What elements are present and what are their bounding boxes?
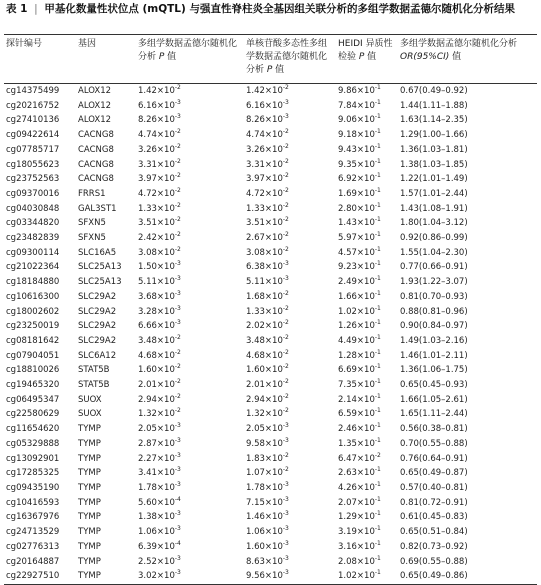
cell-gene: TYMP <box>76 569 136 584</box>
cell-snp-smr-p: $4.72\times 10^{-2}$ <box>246 187 289 199</box>
cell-or-ci: 0.67(0.49–0.92) <box>400 86 468 96</box>
cell-snp-smr-p: $1.06\times 10^{-3}$ <box>246 525 289 538</box>
cell-gene: TYMP <box>78 556 101 567</box>
cell-heidi-p: $1.69\times 10^{-1}$ <box>338 187 381 199</box>
cell-gene: GAL3ST1 <box>78 203 117 214</box>
cell-smr-p: $2.94\times 10^{-2}$ <box>138 392 181 405</box>
cell-probe-id: cg21022364 <box>6 262 60 273</box>
cell-probe-id: cg09300114 <box>6 247 60 258</box>
column-header-probe: 探针编号 <box>4 35 76 84</box>
cell-or-ci: 0.69(0.55–0.88) <box>400 556 468 567</box>
table-header-row <box>4 35 537 84</box>
table-row <box>4 437 537 452</box>
column-header-or-ci: 多组学数据孟德尔随机化分析 OR(95%CI) 值 <box>398 35 537 84</box>
table-caption <box>6 2 536 17</box>
cell-heidi-p: $6.47\times 10^{-2}$ <box>338 451 381 464</box>
cell-gene: TYMP <box>78 527 101 538</box>
cell-snp-smr-p: $7.15\times 10^{-3}$ <box>246 495 289 508</box>
table-row <box>4 569 537 584</box>
cell-gene: CACNG8 <box>78 130 114 141</box>
table-row <box>4 99 537 114</box>
cell-or-ci: 0.92(0.86–0.99) <box>400 233 468 244</box>
caption-text: 甲基化数量性状位点 (mQTL) 与强直性脊柱炎全基因组关联分析的多组学数据孟德尔随机化分析结果 <box>44 3 515 15</box>
cell-or-ci: 1.63(1.14–2.35) <box>400 115 468 126</box>
cell-probe-id: cg23250019 <box>6 321 60 332</box>
cell-or-ci: 1.38(1.03–1.85) <box>400 159 468 170</box>
cell-gene: SLC29A2 <box>78 291 117 302</box>
cell-gene: STAT5B <box>78 365 110 376</box>
cell-heidi-p: $1.43\times 10^{-1}$ <box>338 216 381 229</box>
cell-smr-p: $3.02\times 10^{-3}$ <box>136 569 244 584</box>
cell-snp-smr-p: $1.68\times 10^{-2}$ <box>246 290 289 302</box>
table-row <box>4 246 537 261</box>
table-row <box>4 172 537 187</box>
cell-heidi-p: $9.86\times 10^{-1}$ <box>338 84 381 96</box>
cell-snp-smr-p: $1.83\times 10^{-2}$ <box>246 451 289 464</box>
cell-gene: TYMP <box>78 438 101 449</box>
cell-heidi-p: $4.26\times 10^{-1}$ <box>338 481 381 493</box>
cell-snp-smr-p: $1.33\times 10^{-2}$ <box>246 201 289 214</box>
cell-probe-id: cg08181642 <box>6 335 60 346</box>
cell-snp-smr-p: $1.60\times 10^{-2}$ <box>246 363 289 376</box>
column-header-snp-smr-p: 单核苷酸多态性多组学数据孟德尔随机化分析 P 值 <box>244 35 336 84</box>
cell-smr-p: $2.05\times 10^{-3}$ <box>138 422 181 435</box>
cell-heidi-p: $7.35\times 10^{-1}$ <box>338 378 381 391</box>
cell-gene: SFXN5 <box>78 233 106 244</box>
cell-heidi-p: $3.19\times 10^{-1}$ <box>338 525 381 538</box>
cell-or-ci: 0.57(0.40–0.81) <box>400 482 468 493</box>
cell-heidi-p: $7.84\times 10^{-1}$ <box>338 98 381 111</box>
cell-or-ci: 1.93(1.22–3.07) <box>400 277 468 288</box>
cell-heidi-p: $9.43\times 10^{-1}$ <box>338 142 381 155</box>
cell-snp-smr-p: $2.05\times 10^{-3}$ <box>246 422 289 435</box>
cell-snp-smr-p: $3.08\times 10^{-2}$ <box>246 245 289 258</box>
cell-probe-id: cg07904051 <box>6 350 60 361</box>
cell-gene: CACNG8 <box>78 159 114 170</box>
table-row <box>4 452 537 467</box>
cell-smr-p: $3.31\times 10^{-2}$ <box>138 157 181 170</box>
cell-gene: SLC29A2 <box>78 306 117 317</box>
table-row <box>4 113 537 128</box>
cell-probe-id: cg20216752 <box>6 100 60 111</box>
table-row <box>4 540 537 555</box>
cell-or-ci: 0.82(0.73–0.92) <box>400 541 468 552</box>
cell-probe-id: cg03344820 <box>6 218 60 229</box>
cell-snp-smr-p: $9.56\times 10^{-3}$ <box>244 569 336 584</box>
cell-snp-smr-p: $1.07\times 10^{-2}$ <box>246 466 289 479</box>
cell-smr-p: $6.39\times 10^{-4}$ <box>138 539 181 552</box>
cell-gene: TYMP <box>78 497 101 508</box>
cell-probe-id: cg16367976 <box>6 512 60 523</box>
cell-snp-smr-p: $3.51\times 10^{-2}$ <box>246 216 289 229</box>
cell-probe-id: cg09435190 <box>6 482 60 493</box>
cell-smr-p: $1.42\times 10^{-2}$ <box>138 84 181 96</box>
cell-smr-p: $4.74\times 10^{-2}$ <box>138 128 181 141</box>
cell-gene: TYMP <box>78 468 101 479</box>
cell-or-ci: 0.77(0.66–0.91) <box>400 262 468 273</box>
cell-gene: SUOX <box>78 409 102 420</box>
cell-heidi-p: $2.08\times 10^{-1}$ <box>338 554 381 567</box>
cell-probe-id: cg22580629 <box>6 409 60 420</box>
cell-or-ci: 1.43(1.08–1.91) <box>400 203 468 214</box>
cell-or-ci: 1.55(1.04–2.30) <box>400 247 468 258</box>
cell-probe-id: cg06495347 <box>6 394 60 405</box>
table-row <box>4 216 537 231</box>
table-row <box>4 555 537 570</box>
cell-probe-id: cg02776313 <box>6 541 60 552</box>
cell-smr-p: $1.38\times 10^{-3}$ <box>138 510 181 523</box>
cell-snp-smr-p: $2.01\times 10^{-2}$ <box>246 378 289 391</box>
cell-snp-smr-p: $3.97\times 10^{-2}$ <box>246 172 289 185</box>
cell-probe-id: cg18810026 <box>6 365 60 376</box>
cell-or-ci: 0.70(0.55–0.88) <box>400 438 468 449</box>
cell-gene: TYMP <box>78 512 101 523</box>
cell-probe-id: cg23752563 <box>6 174 60 185</box>
cell-gene: STAT5B <box>78 380 110 391</box>
cell-probe-id: cg23482839 <box>6 233 60 244</box>
cell-smr-p: $1.33\times 10^{-2}$ <box>138 201 181 214</box>
cell-or-ci: 0.65(0.49–0.86) <box>398 569 537 584</box>
cell-snp-smr-p: $1.42\times 10^{-2}$ <box>246 84 289 96</box>
table-row <box>4 422 537 437</box>
cell-heidi-p: $9.23\times 10^{-1}$ <box>338 260 381 273</box>
cell-smr-p: $6.16\times 10^{-3}$ <box>138 98 181 111</box>
cell-or-ci: 0.76(0.64–0.91) <box>400 453 468 464</box>
cell-snp-smr-p: $8.63\times 10^{-3}$ <box>246 554 289 567</box>
cell-smr-p: $1.78\times 10^{-3}$ <box>138 481 181 493</box>
cell-heidi-p: $1.02\times 10^{-1}$ <box>336 569 398 584</box>
cell-or-ci: 0.65(0.49–0.87) <box>400 468 468 479</box>
cell-heidi-p: $9.06\times 10^{-1}$ <box>338 113 381 126</box>
cell-smr-p: $3.68\times 10^{-3}$ <box>138 290 181 302</box>
cell-probe-id: cg18002602 <box>6 306 60 317</box>
cell-or-ci: 1.36(1.06–1.75) <box>400 365 468 376</box>
cell-smr-p: $4.68\times 10^{-2}$ <box>138 348 181 361</box>
cell-snp-smr-p: $3.31\times 10^{-2}$ <box>246 157 289 170</box>
table-row <box>4 84 537 99</box>
cell-heidi-p: $1.35\times 10^{-1}$ <box>338 437 381 449</box>
cell-smr-p: $3.26\times 10^{-2}$ <box>138 142 181 155</box>
cell-heidi-p: $6.92\times 10^{-1}$ <box>338 172 381 185</box>
table-label: 表 1 <box>6 3 28 15</box>
table-row <box>4 496 537 511</box>
table-row <box>4 407 537 422</box>
cell-heidi-p: $4.49\times 10^{-1}$ <box>338 334 381 346</box>
table-row <box>4 187 537 202</box>
cell-smr-p: $5.11\times 10^{-3}$ <box>138 275 181 288</box>
cell-or-ci: 1.57(1.01–2.44) <box>400 188 468 199</box>
cell-smr-p: $3.41\times 10^{-3}$ <box>138 466 181 479</box>
table-row <box>4 305 537 320</box>
column-header-heidi-p: HEIDI 异质性检验 P 值 <box>336 35 398 84</box>
cell-probe-id: cg22927510 <box>4 569 76 584</box>
cell-gene: SLC29A2 <box>78 321 117 332</box>
table-row <box>4 334 537 349</box>
cell-smr-p: $8.26\times 10^{-3}$ <box>138 113 181 126</box>
cell-heidi-p: $1.28\times 10^{-1}$ <box>338 348 381 361</box>
table-row <box>4 393 537 408</box>
cell-snp-smr-p: $8.26\times 10^{-3}$ <box>246 113 289 126</box>
table-row <box>4 349 537 364</box>
table-row <box>4 319 537 334</box>
table-row <box>4 143 537 158</box>
cell-snp-smr-p: $3.48\times 10^{-2}$ <box>246 334 289 346</box>
cell-snp-smr-p: $1.78\times 10^{-3}$ <box>246 481 289 493</box>
cell-or-ci: 1.80(1.04–3.12) <box>400 218 468 229</box>
cell-probe-id: cg05329888 <box>6 438 60 449</box>
cell-or-ci: 1.66(1.05–2.61) <box>400 394 468 405</box>
cell-heidi-p: $1.29\times 10^{-1}$ <box>338 510 381 523</box>
cell-heidi-p: $9.35\times 10^{-1}$ <box>338 157 381 170</box>
cell-heidi-p: $4.57\times 10^{-1}$ <box>338 245 381 258</box>
table-row <box>4 202 537 217</box>
cell-gene: SLC29A2 <box>78 335 117 346</box>
cell-snp-smr-p: $2.94\times 10^{-2}$ <box>246 392 289 405</box>
cell-or-ci: 0.81(0.72–0.91) <box>400 497 468 508</box>
cell-gene: ALOX12 <box>78 86 112 96</box>
cell-heidi-p: $6.59\times 10^{-1}$ <box>338 407 381 420</box>
table-row <box>4 481 537 496</box>
cell-smr-p: $2.42\times 10^{-2}$ <box>138 231 181 244</box>
cell-smr-p: $3.28\times 10^{-3}$ <box>138 304 181 317</box>
cell-smr-p: $3.97\times 10^{-2}$ <box>138 172 181 185</box>
cell-or-ci: 0.65(0.45–0.93) <box>400 380 468 391</box>
cell-or-ci: 0.90(0.84–0.97) <box>400 321 468 332</box>
cell-heidi-p: $3.16\times 10^{-1}$ <box>338 539 381 552</box>
cell-smr-p: $4.72\times 10^{-2}$ <box>138 187 181 199</box>
cell-gene: ALOX12 <box>78 100 112 111</box>
cell-gene: SLC25A13 <box>78 262 122 273</box>
cell-probe-id: cg27410136 <box>6 115 60 126</box>
cell-heidi-p: $1.26\times 10^{-1}$ <box>338 319 381 332</box>
cell-gene: CACNG8 <box>78 174 114 185</box>
table-row <box>4 466 537 481</box>
cell-smr-p: $3.51\times 10^{-2}$ <box>138 216 181 229</box>
cell-gene: TYMP <box>78 482 101 493</box>
column-header-gene: 基因 <box>76 35 136 84</box>
cell-snp-smr-p: $3.26\times 10^{-2}$ <box>246 142 289 155</box>
cell-smr-p: $3.08\times 10^{-2}$ <box>138 245 181 258</box>
cell-probe-id: cg14375499 <box>6 86 60 96</box>
cell-smr-p: $1.50\times 10^{-3}$ <box>138 260 181 273</box>
cell-probe-id: cg20164887 <box>6 556 60 567</box>
cell-smr-p: $3.48\times 10^{-2}$ <box>138 334 181 346</box>
cell-probe-id: cg18184880 <box>6 277 60 288</box>
cell-or-ci: 1.46(1.01–2.11) <box>400 350 468 361</box>
cell-snp-smr-p: $4.74\times 10^{-2}$ <box>246 128 289 141</box>
cell-gene: TYMP <box>78 453 101 464</box>
cell-gene: ALOX12 <box>78 115 112 126</box>
cell-snp-smr-p: $9.58\times 10^{-3}$ <box>246 437 289 449</box>
table-row <box>4 363 537 378</box>
cell-heidi-p: $2.63\times 10^{-1}$ <box>338 466 381 479</box>
table-row <box>4 128 537 143</box>
cell-heidi-p: $1.66\times 10^{-1}$ <box>338 290 381 302</box>
cell-snp-smr-p: $6.38\times 10^{-3}$ <box>246 260 289 273</box>
cell-heidi-p: $2.07\times 10^{-1}$ <box>338 495 381 508</box>
cell-probe-id: cg11654620 <box>6 424 60 435</box>
cell-probe-id: cg19465320 <box>6 380 60 391</box>
cell-gene: TYMP <box>78 424 101 435</box>
cell-smr-p: $2.27\times 10^{-3}$ <box>138 451 181 464</box>
results-table <box>4 34 537 585</box>
cell-gene: TYMP <box>78 541 101 552</box>
cell-or-ci: 1.29(1.00–1.66) <box>400 130 468 141</box>
caption-separator: | <box>34 3 38 15</box>
cell-smr-p: $2.01\times 10^{-2}$ <box>138 378 181 391</box>
cell-or-ci: 0.56(0.38–0.81) <box>400 424 468 435</box>
cell-probe-id: cg10616300 <box>6 291 60 302</box>
cell-snp-smr-p: $1.33\times 10^{-2}$ <box>246 304 289 317</box>
cell-gene: SLC16A5 <box>78 247 117 258</box>
column-header-smr-p: 多组学数据孟德尔随机化分析 P 值 <box>136 35 244 84</box>
table-row <box>4 378 537 393</box>
table-row <box>4 275 537 290</box>
cell-gene: SFXN5 <box>78 218 106 229</box>
table-body <box>4 84 537 585</box>
cell-probe-id: cg09370016 <box>6 188 60 199</box>
cell-heidi-p: $9.18\times 10^{-1}$ <box>338 128 381 141</box>
cell-or-ci: 1.65(1.11–2.44) <box>400 409 468 420</box>
cell-smr-p: $2.52\times 10^{-3}$ <box>138 554 181 567</box>
cell-or-ci: 0.88(0.81–0.96) <box>400 306 468 317</box>
cell-or-ci: 1.44(1.11–1.88) <box>400 100 468 111</box>
cell-snp-smr-p: $1.46\times 10^{-3}$ <box>246 510 289 523</box>
cell-snp-smr-p: $4.68\times 10^{-2}$ <box>246 348 289 361</box>
cell-probe-id: cg10416593 <box>6 497 60 508</box>
cell-or-ci: 1.36(1.03–1.81) <box>400 144 468 155</box>
cell-heidi-p: $2.46\times 10^{-1}$ <box>338 422 381 435</box>
cell-gene: SLC6A12 <box>78 350 117 361</box>
cell-probe-id: cg17285325 <box>6 468 60 479</box>
table-row <box>4 231 537 246</box>
table-row <box>4 290 537 305</box>
cell-smr-p: $1.60\times 10^{-2}$ <box>138 363 181 376</box>
cell-heidi-p: $2.80\times 10^{-1}$ <box>338 201 381 214</box>
cell-probe-id: cg24713529 <box>6 527 60 538</box>
cell-snp-smr-p: $2.02\times 10^{-2}$ <box>246 319 289 332</box>
table-row <box>4 260 537 275</box>
cell-heidi-p: $2.14\times 10^{-1}$ <box>338 392 381 405</box>
cell-or-ci: 0.61(0.45–0.83) <box>400 512 468 523</box>
cell-heidi-p: $2.49\times 10^{-1}$ <box>338 275 381 288</box>
cell-snp-smr-p: $6.16\times 10^{-3}$ <box>246 98 289 111</box>
cell-probe-id: cg13092901 <box>6 453 60 464</box>
cell-or-ci: 1.49(1.03–2.16) <box>400 335 468 346</box>
cell-smr-p: $5.60\times 10^{-4}$ <box>138 495 181 508</box>
cell-snp-smr-p: $5.11\times 10^{-3}$ <box>246 275 289 288</box>
cell-heidi-p: $1.02\times 10^{-1}$ <box>338 304 381 317</box>
cell-probe-id: cg09422614 <box>6 130 60 141</box>
cell-smr-p: $1.06\times 10^{-3}$ <box>138 525 181 538</box>
cell-snp-smr-p: $1.32\times 10^{-2}$ <box>246 407 289 420</box>
cell-smr-p: $2.87\times 10^{-3}$ <box>138 437 181 449</box>
cell-gene: CACNG8 <box>78 144 114 155</box>
cell-probe-id: cg18055623 <box>6 159 60 170</box>
table-row <box>4 510 537 525</box>
cell-gene: FRRS1 <box>78 188 106 199</box>
cell-or-ci: 1.22(1.01–1.49) <box>400 174 468 185</box>
cell-gene: SUOX <box>78 394 102 405</box>
cell-smr-p: $1.32\times 10^{-2}$ <box>138 407 181 420</box>
table-row <box>4 158 537 173</box>
cell-heidi-p: $5.97\times 10^{-1}$ <box>338 231 381 244</box>
cell-gene: SLC25A13 <box>78 277 122 288</box>
cell-probe-id: cg07785717 <box>6 144 60 155</box>
cell-or-ci: 0.65(0.51–0.84) <box>400 527 468 538</box>
cell-snp-smr-p: $1.60\times 10^{-3}$ <box>246 539 289 552</box>
table-row <box>4 525 537 540</box>
cell-or-ci: 0.81(0.70–0.93) <box>400 291 468 302</box>
cell-probe-id: cg04030848 <box>6 203 60 214</box>
cell-snp-smr-p: $2.67\times 10^{-2}$ <box>246 231 289 244</box>
cell-heidi-p: $6.69\times 10^{-1}$ <box>338 363 381 376</box>
cell-smr-p: $6.66\times 10^{-3}$ <box>138 319 181 332</box>
